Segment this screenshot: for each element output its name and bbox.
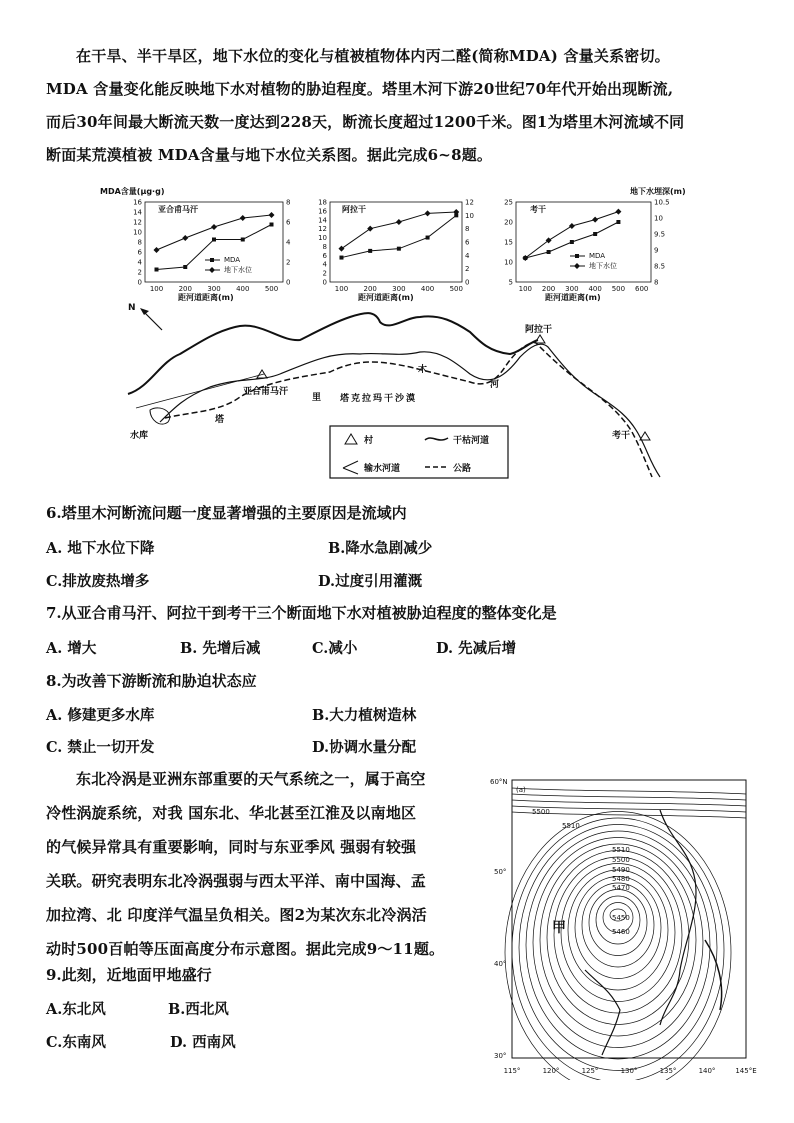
left-tick-label: 4 (137, 258, 142, 267)
right-tick-label: 2 (286, 258, 291, 267)
q7-option-c[interactable]: C.减小 (312, 640, 358, 657)
left-tick-label: 15 (504, 238, 513, 247)
chart-2-site: 阿拉干 (342, 205, 366, 214)
question-8-stem: 8.为改善下游断流和胁迫状态应 (46, 672, 257, 690)
q8-option-a[interactable]: A. 修建更多水库 (46, 707, 155, 724)
legend-village: 村 (364, 436, 374, 446)
contour-ring (589, 890, 647, 956)
x-tick-label: 300 (207, 285, 221, 293)
river-char-mu: 木 (418, 365, 428, 375)
lat-30: 30° (494, 1052, 507, 1060)
q6-option-d[interactable]: D.过度引用灌溉 (318, 573, 423, 590)
passage-1-line: 断面某荒漠植被 MDA含量与地下水位关系图。据此完成6~8题。 (46, 146, 493, 164)
water-level-point (453, 209, 459, 215)
q8-option-c[interactable]: C. 禁止一切开发 (46, 739, 155, 756)
contour-line-top (512, 800, 746, 806)
chart-1-legend-mda: MDA (224, 256, 241, 264)
q6-option-a[interactable]: A. 地下水位下降 (46, 540, 155, 557)
left-tick-label: 16 (318, 207, 327, 216)
right-tick-label: 8.5 (654, 262, 666, 271)
lat-50: 50° (494, 868, 507, 876)
contour-label-5460: 5460 (612, 928, 630, 936)
question-6-stem: 6.塔里木河断流问题一度显著增强的主要原因是流域内 (46, 504, 407, 522)
legend-dry-riverbed: 干枯河道 (453, 436, 490, 446)
right-tick-label: 6 (286, 218, 291, 227)
left-tick-label: 8 (322, 242, 327, 251)
river-char-li: 里 (312, 393, 322, 403)
river-char-ta: 塔 (215, 415, 225, 425)
passage-2-line: 加拉湾、北 印度洋气温呈负相关。图2为某次东北冷涡活 (46, 906, 427, 924)
lon-label: 130° (620, 1067, 638, 1075)
mda-point (270, 223, 274, 227)
chart-kaogan (504, 186, 686, 302)
x-tick-label: 400 (588, 285, 602, 293)
left-tick-label: 10 (318, 234, 327, 243)
chart-3-xlabel: 距河道距离(m) (545, 293, 601, 302)
legend-road: 公路 (453, 464, 472, 474)
x-tick-label: 200 (178, 285, 192, 293)
water-level-point (182, 235, 188, 241)
water-level-point (367, 226, 373, 232)
mda-point (183, 265, 187, 269)
chart-3-right-label: 地下水埋深(m) (630, 187, 686, 196)
chart-3-legend-mda: MDA (589, 252, 606, 260)
q7-option-b[interactable]: B. 先增后减 (180, 640, 261, 657)
mda-point (426, 236, 430, 240)
x-tick-label: 100 (149, 285, 164, 293)
x-tick-label: 500 (449, 285, 463, 293)
chart-alagan (318, 199, 474, 303)
river-char-he: 河 (490, 380, 500, 390)
contour-label-5510b: 5510 (612, 846, 630, 854)
water-level-point (569, 223, 575, 229)
mda-point (547, 250, 551, 254)
water-level-point (211, 224, 217, 230)
x-tick-label: 600 (635, 285, 649, 293)
right-tick-label: 10.5 (654, 198, 670, 207)
question-9-stem: 9.此刻，近地面甲地盛行 (46, 966, 212, 984)
chart-1-ylabel: MDA含量(μg·g) (100, 187, 165, 196)
q7-option-a[interactable]: A. 增大 (46, 640, 97, 657)
water-level-point (338, 246, 344, 252)
fig2-panel-label: (a) (516, 786, 526, 794)
tarim-river-map (128, 303, 660, 478)
figure-1 (0, 182, 794, 492)
x-tick-label: 400 (420, 285, 435, 293)
contour-label-5500a: 5500 (532, 808, 550, 816)
left-tick-label: 0 (322, 278, 327, 287)
right-tick-label: 9 (654, 246, 659, 255)
passage-2 (46, 762, 484, 966)
x-tick-label: 200 (363, 285, 377, 293)
lon-label: 135° (659, 1067, 677, 1075)
q9-option-c[interactable]: C.东南风 (46, 1034, 106, 1051)
left-tick-label: 2 (137, 268, 142, 277)
left-tick-label: 6 (322, 251, 327, 260)
passage-2-line: 的气候异常具有重要影响，同时与东亚季风 强弱有较强 (46, 838, 417, 856)
mda-point (616, 220, 620, 224)
passage-2-line: 动时500百帕等压面高度分布示意图。据此完成9～11题。 (46, 940, 445, 958)
left-tick-label: 16 (133, 198, 142, 207)
desert-label: 塔克拉玛干沙漠 (340, 394, 418, 404)
water-level-point (615, 209, 621, 215)
contour-label-5500b: 5500 (612, 856, 630, 864)
water-level-point (592, 217, 598, 223)
x-tick-label: 300 (392, 285, 406, 293)
right-tick-label: 8 (654, 278, 659, 287)
left-tick-label: 14 (318, 216, 327, 225)
q9-option-a[interactable]: A.东北风 (46, 1001, 106, 1018)
chart-2-xlabel: 距河道距离(m) (358, 293, 414, 302)
passage-1 (46, 40, 758, 172)
left-tick-label: 14 (133, 208, 142, 217)
contour-label-5480: 5480 (612, 875, 630, 883)
lon-label: 120° (542, 1067, 560, 1075)
right-tick-label: 4 (465, 251, 470, 260)
mda-point (155, 268, 159, 272)
right-tick-label: 8 (465, 225, 470, 234)
x-tick-label: 300 (565, 285, 579, 293)
left-tick-label: 2 (322, 269, 327, 278)
north-label: N (128, 303, 136, 313)
mda-point (241, 238, 245, 242)
q9-option-d[interactable]: D. 西南风 (170, 1034, 236, 1051)
lon-label: 115° (503, 1067, 521, 1075)
place-yahefumahan: 亚合甫马汗 (243, 387, 289, 397)
left-tick-label: 6 (137, 248, 142, 257)
mark-jia: 甲 (552, 920, 566, 936)
place-alagan: 阿拉干 (525, 325, 553, 335)
contour-label-5450: 5450 (612, 914, 630, 922)
water-level-point (240, 215, 246, 221)
water-level-point (154, 247, 160, 253)
passage-1-line: 在干旱、半干旱区，地下水位的变化与植被植物体内丙二醛(简称MDA) 含量关系密切。 (76, 47, 670, 65)
q8-option-d[interactable]: D.协调水量分配 (312, 739, 417, 756)
lon-label: 140° (698, 1067, 716, 1075)
left-tick-label: 10 (133, 228, 142, 237)
lat-40: 40° (494, 960, 507, 968)
left-tick-label: 10 (504, 258, 513, 267)
contour-label-5470: 5470 (612, 884, 630, 892)
right-tick-label: 6 (465, 238, 470, 247)
mda-point (570, 240, 574, 244)
mda-point (212, 238, 216, 242)
right-tick-label: 10 (654, 214, 663, 223)
x-tick-label: 100 (334, 285, 349, 293)
chart-1-legend-water: 地下水位 (224, 266, 252, 274)
water-level-point (396, 219, 402, 225)
right-tick-label: 0 (465, 278, 470, 287)
x-tick-label: 500 (264, 285, 279, 293)
x-tick-label: 100 (518, 285, 532, 293)
left-tick-label: 5 (508, 278, 513, 287)
x-tick-label: 200 (541, 285, 556, 293)
contour-line-top (512, 794, 746, 800)
chart-1-xlabel: 距河道距离(m) (178, 293, 234, 302)
left-tick-label: 0 (137, 278, 142, 287)
figure-2-geopotential-map (490, 770, 770, 1080)
contour-label-5510a: 5510 (562, 822, 580, 830)
q6-option-c[interactable]: C.排放废热增多 (46, 573, 150, 590)
place-reservoir: 水库 (130, 431, 149, 441)
left-tick-label: 12 (318, 225, 327, 234)
mda-point (368, 249, 372, 253)
q7-option-d[interactable]: D. 先减后增 (436, 640, 517, 657)
left-tick-label: 25 (504, 198, 513, 207)
contour-label-5490: 5490 (612, 866, 630, 874)
q8-option-b[interactable]: B.大力植树造林 (312, 707, 417, 724)
lon-label: 145°E (735, 1067, 757, 1075)
question-7-stem: 7.从亚合甫马汗、阿拉干到考干三个断面地下水对植被胁迫程度的整体变化是 (46, 604, 557, 622)
passage-2-line: 关联。研究表明东北冷涡强弱与西太平洋、南中国海、孟 (46, 872, 427, 890)
passage-2-line: 冷性涡旋系统，对我 国东北、华北甚至江淮及以南地区 (46, 804, 417, 822)
q9-option-b[interactable]: B.西北风 (168, 1001, 229, 1018)
left-tick-label: 20 (504, 218, 513, 227)
right-tick-label: 10 (465, 211, 474, 220)
water-level-point (269, 212, 275, 218)
x-tick-label: 400 (236, 285, 250, 293)
right-tick-label: 8 (286, 198, 291, 207)
right-tick-label: 12 (465, 198, 474, 207)
chart-yahefumahan (100, 186, 291, 302)
place-kaogan: 考干 (612, 431, 631, 441)
water-level-point (425, 210, 431, 216)
left-tick-label: 4 (322, 260, 327, 269)
legend-channel: 输水河道 (364, 464, 401, 474)
chart-3-site: 考干 (530, 205, 546, 214)
lat-60: 60°N (490, 778, 508, 786)
right-tick-label: 2 (465, 265, 470, 274)
x-tick-label: 500 (611, 285, 626, 293)
right-tick-label: 0 (286, 278, 291, 287)
passage-1-line: 而后30年间最大断流天数一度达到228天，断流长度超过1200千米。图1为塔里木河流域不同 (46, 113, 685, 131)
left-tick-label: 8 (137, 238, 142, 247)
mda-point (339, 256, 343, 260)
passage-2-line: 东北冷涡是亚洲东部重要的天气系统之一，属于高空 (76, 770, 426, 788)
mda-point (593, 232, 597, 236)
contour-ring (582, 883, 654, 967)
mda-point (397, 247, 401, 251)
contour-line-top (512, 788, 746, 794)
left-tick-label: 12 (133, 218, 142, 227)
passage-1-line: MDA 含量变化能反映地下水对植物的胁迫程度。塔里木河下游20世纪70年代开始出现断流, (46, 80, 674, 98)
left-tick-label: 18 (318, 198, 327, 207)
right-tick-label: 4 (286, 238, 291, 247)
lon-label: 125° (581, 1067, 599, 1075)
q6-option-b[interactable]: B.降水急剧减少 (328, 540, 433, 557)
chart-1-site: 亚合甫马汗 (158, 205, 198, 214)
right-tick-label: 9.5 (654, 230, 666, 239)
chart-3-legend-water: 地下水位 (589, 262, 617, 270)
